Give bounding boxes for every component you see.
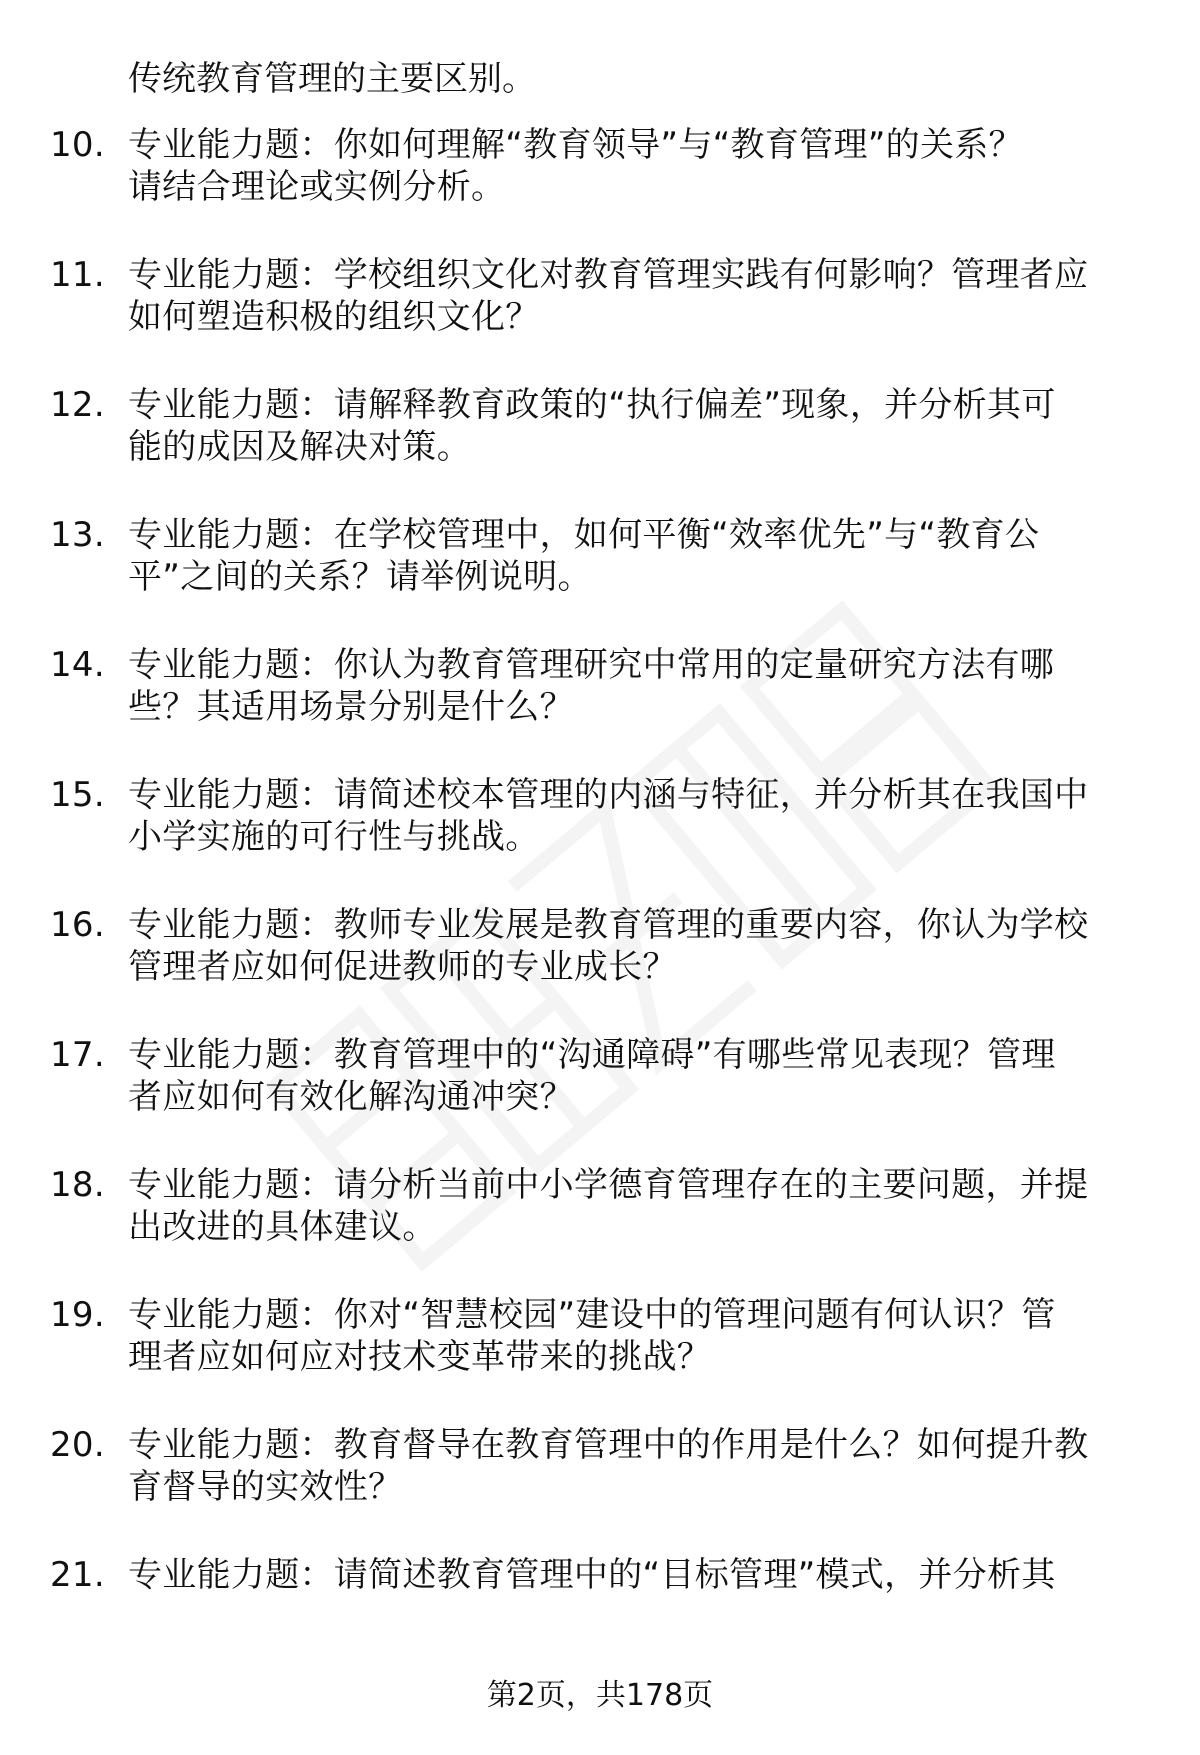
question-text-line: 专业能力题：教育督导在教育管理中的作用是什么？如何提升教 — [128, 1425, 1089, 1465]
question-number: 15. — [50, 775, 105, 815]
question-item — [50, 774, 1140, 858]
question-item — [50, 384, 1140, 468]
question-item — [50, 1424, 1140, 1508]
question-item — [50, 1034, 1140, 1118]
question-number: 20. — [50, 1425, 105, 1465]
page-footer: 第2页，共178页 — [486, 1678, 714, 1713]
question-text-line: 如何塑造积极的组织文化？ — [128, 297, 540, 337]
question-text-line: 请结合理论或实例分析。 — [128, 167, 506, 207]
question-text-line: 管理者应如何促进教师的专业成长？ — [128, 947, 677, 987]
question-item — [50, 254, 1140, 338]
question-number: 13. — [50, 515, 105, 555]
question-number: 17. — [50, 1035, 105, 1075]
intro-line: 传统教育管理的主要区别。 — [128, 59, 536, 99]
question-list — [50, 124, 1140, 1642]
question-text-line: 专业能力题：在学校管理中，如何平衡“效率优先”与“教育公 — [128, 515, 1040, 555]
question-text-line: 专业能力题：学校组织文化对教育管理实践有何影响？管理者应 — [128, 255, 1089, 295]
question-number: 11. — [50, 255, 105, 295]
question-text-line: 专业能力题：请解释教育政策的“执行偏差”现象，并分析其可 — [128, 385, 1056, 425]
question-number: 16. — [50, 905, 105, 945]
question-number: 18. — [50, 1165, 105, 1205]
question-number: 12. — [50, 385, 105, 425]
question-text-line: 小学实施的可行性与挑战。 — [128, 817, 540, 857]
question-item — [50, 1294, 1140, 1378]
question-text-line: 专业能力题：请分析当前中小学德育管理存在的主要问题，并提 — [128, 1165, 1089, 1205]
question-item — [50, 904, 1140, 988]
question-text-line: 专业能力题：教师专业发展是教育管理的重要内容，你认为学校 — [128, 905, 1089, 945]
question-text-line: 专业能力题：你认为教育管理研究中常用的定量研究方法有哪 — [128, 645, 1055, 685]
question-text-line: 平”之间的关系？请举例说明。 — [128, 557, 592, 597]
question-text-line: 专业能力题：你如何理解“教育领导”与“教育管理”的关系？ — [128, 125, 1023, 165]
question-number: 14. — [50, 645, 105, 685]
question-text-line: 理者应如何应对技术变革带来的挑战？ — [128, 1337, 712, 1377]
question-item — [50, 644, 1140, 728]
question-text-line: 专业能力题：请简述校本管理的内涵与特征，并分析其在我国中 — [128, 775, 1089, 815]
question-text-line: 专业能力题：你对“智慧校园”建设中的管理问题有何认识？管 — [128, 1295, 1056, 1335]
question-text-line: 些？其适用场景分别是什么？ — [128, 687, 574, 727]
question-text-line: 出改进的具体建议。 — [128, 1207, 437, 1247]
question-number: 10. — [50, 125, 105, 165]
question-text-line: 育督导的实效性？ — [128, 1467, 403, 1507]
question-text-line: 者应如何有效化解沟通冲突？ — [128, 1077, 574, 1117]
question-item — [50, 1164, 1140, 1248]
question-text-line: 专业能力题：请简述教育管理中的“目标管理”模式，并分析其 — [128, 1555, 1056, 1595]
question-number: 19. — [50, 1295, 105, 1335]
question-text-line: 能的成因及解决对策。 — [128, 427, 471, 467]
question-number: 21. — [50, 1555, 105, 1595]
question-item — [50, 514, 1140, 598]
question-item — [50, 1554, 1140, 1596]
question-text-line: 专业能力题：教育管理中的“沟通障碍”有哪些常见表现？管理 — [128, 1035, 1056, 1075]
question-item — [50, 124, 1140, 208]
